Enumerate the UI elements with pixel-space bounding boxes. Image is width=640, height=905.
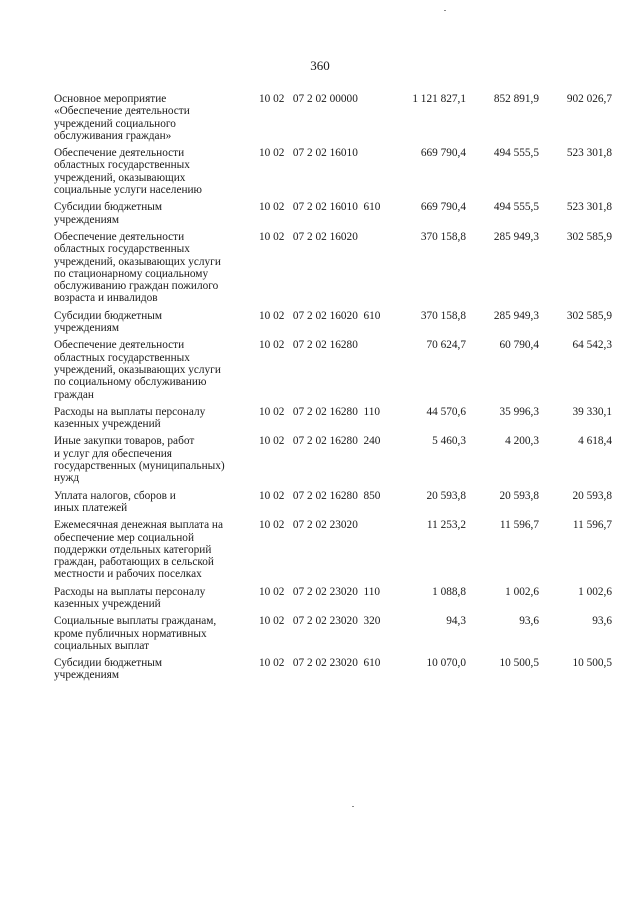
- row-description: Иные закупки товаров, работ и услуг для обеспечения государственных (муниципальных) нужд: [54, 435, 225, 485]
- table-row: [0, 201, 640, 226]
- row-code: 10 02 07 2 02 16280 850: [259, 489, 381, 502]
- row-value: 93,6: [519, 615, 539, 628]
- row-value: 64 542,3: [572, 339, 612, 352]
- row-value: 70 624,7: [426, 339, 466, 352]
- row-value: 20 593,8: [426, 489, 466, 502]
- row-description: Субсидии бюджетным учреждениям: [54, 201, 162, 226]
- row-value: 302 585,9: [566, 309, 612, 322]
- row-value: 285 949,3: [493, 230, 539, 243]
- table-row: [0, 339, 640, 400]
- scan-speck: [444, 10, 446, 11]
- row-value: 5 460,3: [432, 435, 466, 448]
- row-description: Расходы на выплаты персоналу казенных учреждений: [54, 405, 206, 431]
- row-value: 302 585,9: [566, 230, 612, 243]
- row-code: 10 02 07 2 02 23020: [259, 519, 358, 532]
- table-row: [0, 586, 640, 611]
- table-row: [0, 435, 640, 484]
- row-value: 94,3: [446, 615, 466, 628]
- table-row: [0, 519, 640, 580]
- row-value: 11 253,2: [426, 519, 466, 532]
- row-code: 10 02 07 2 02 16020: [259, 230, 358, 243]
- row-description: Расходы на выплаты персоналу казенных учреждений: [54, 585, 206, 610]
- row-description: Социальные выплаты гражданам, кроме публичных нормативных социальных выплат: [54, 615, 217, 652]
- row-value: 494 555,5: [493, 147, 539, 160]
- row-description: Субсидии бюджетным учреждениям: [54, 309, 162, 335]
- table-row: [0, 147, 640, 196]
- row-value: 4 200,3: [505, 435, 539, 448]
- row-description: Обеспечение деятельности областных государственных учреждений, оказывающих услуги по стационарному социальному обслуживанию граждан пожилого возраста и инвалидов: [54, 230, 221, 305]
- row-value: 523 301,8: [566, 147, 612, 160]
- row-value: 1 088,8: [432, 585, 466, 598]
- page-number: 360: [310, 58, 330, 73]
- row-code: 10 02 07 2 02 00000: [259, 93, 358, 105]
- row-code: 10 02 07 2 02 16020 610: [259, 309, 381, 322]
- row-description: Обеспечение деятельности областных государственных учреждений, оказывающих социальные услуги населению: [54, 147, 202, 197]
- row-value: 1 002,6: [505, 585, 539, 598]
- table-row: [0, 93, 640, 142]
- table-row: [0, 231, 640, 305]
- row-code: 10 02 07 2 02 16010: [259, 147, 358, 160]
- row-value: 523 301,8: [566, 201, 612, 214]
- row-description: Основное мероприятие «Обеспечение деятельности учреждений социального обслуживания граждан»: [54, 93, 190, 142]
- table-row: [0, 406, 640, 431]
- row-value: 10 070,0: [426, 657, 466, 670]
- row-description: Ежемесячная денежная выплата на обеспечение мер социальной поддержки отдельных категорий граждан, работающих в сельской местности и рабочих поселках: [54, 519, 223, 581]
- row-value: 93,6: [592, 615, 612, 628]
- row-value: 285 949,3: [493, 309, 539, 322]
- row-value: 370 158,8: [420, 309, 466, 322]
- table-row: [0, 310, 640, 335]
- row-value: 10 500,5: [572, 657, 612, 670]
- row-code: 10 02 07 2 02 23020 610: [259, 657, 381, 670]
- row-value: 11 596,7: [572, 519, 612, 532]
- row-value: 1 121 827,1: [412, 93, 466, 105]
- row-code: 10 02 07 2 02 23020 320: [259, 615, 381, 628]
- row-value: 494 555,5: [493, 201, 539, 214]
- row-value: 11 596,7: [499, 519, 539, 532]
- row-value: 20 593,8: [572, 489, 612, 502]
- row-code: 10 02 07 2 02 16010 610: [259, 201, 381, 214]
- row-value: 60 790,4: [499, 339, 539, 352]
- table-row: [0, 657, 640, 682]
- row-value: 669 790,4: [420, 201, 466, 214]
- row-code: 10 02 07 2 02 16280: [259, 339, 358, 352]
- row-value: 669 790,4: [420, 147, 466, 160]
- row-value: 370 158,8: [420, 230, 466, 243]
- row-value: 4 618,4: [578, 435, 612, 448]
- table-row: [0, 490, 640, 515]
- row-value: 35 996,3: [499, 405, 539, 418]
- row-value: 20 593,8: [499, 489, 539, 502]
- row-value: 39 330,1: [572, 405, 612, 418]
- budget-table: [0, 93, 640, 687]
- row-description: Уплата налогов, сборов и иных платежей: [54, 489, 176, 514]
- row-code: 10 02 07 2 02 16280 110: [259, 405, 381, 418]
- scan-speck: [352, 806, 354, 807]
- row-code: 10 02 07 2 02 23020 110: [259, 585, 381, 598]
- table-row: [0, 615, 640, 652]
- row-code: 10 02 07 2 02 16280 240: [259, 435, 381, 448]
- row-value: 10 500,5: [499, 657, 539, 670]
- row-value: 1 002,6: [578, 585, 612, 598]
- row-value: 902 026,7: [566, 93, 612, 105]
- row-description: Обеспечение деятельности областных государственных учреждений, оказывающих услуги по социальному обслуживанию граждан: [54, 339, 221, 401]
- row-description: Субсидии бюджетным учреждениям: [54, 657, 162, 682]
- row-value: 852 891,9: [493, 93, 539, 105]
- row-value: 44 570,6: [426, 405, 466, 418]
